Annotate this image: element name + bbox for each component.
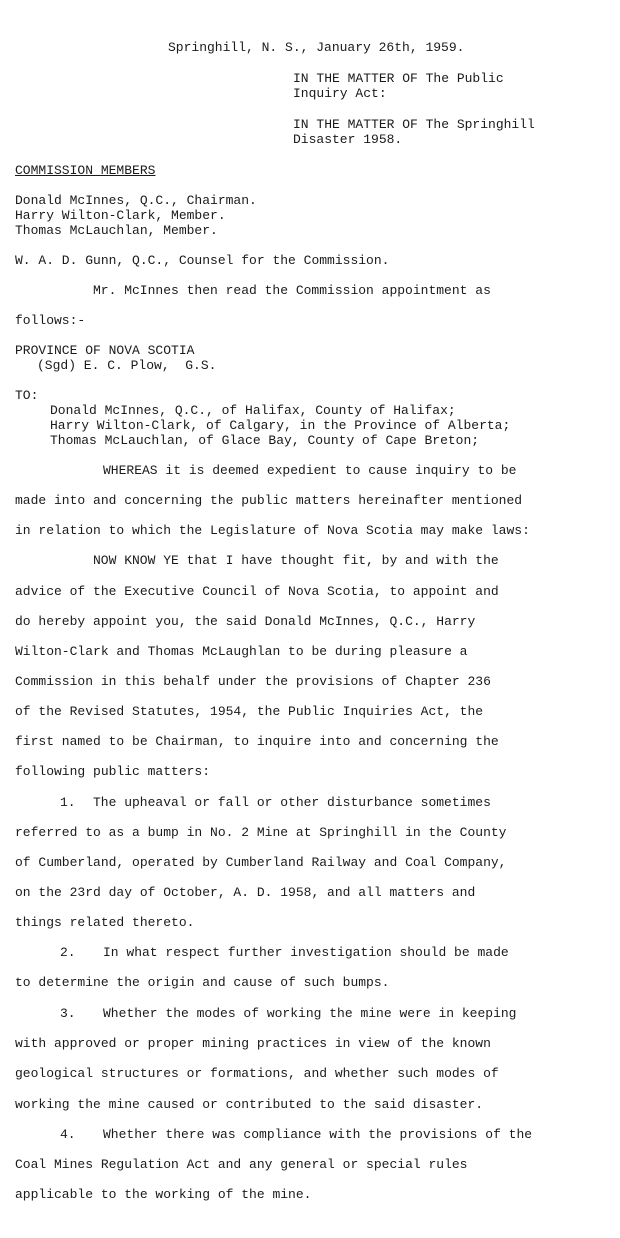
item-1-line-2: referred to as a bump in No. 2 Mine at Springhill in the County (15, 825, 507, 840)
member-chairman: Donald McInnes, Q.C., Chairman. (15, 193, 257, 208)
addressee-wilton-clark: Harry Wilton-Clark, of Calgary, in the Province of Alberta; (50, 418, 511, 433)
whereas-line-3: in relation to which the Legislature of Nova Scotia may make laws: (15, 523, 530, 538)
addressee-mcinnes: Donald McInnes, Q.C., of Halifax, County of Halifax; (50, 403, 456, 418)
counsel-line: W. A. D. Gunn, Q.C., Counsel for the Commission. (15, 253, 390, 268)
now-know-line-5: Commission in this behalf under the provisions of Chapter 236 (15, 674, 491, 689)
to-label: TO: (15, 388, 39, 403)
now-know-line-4: Wilton-Clark and Thomas McLaughlan to be during pleasure a (15, 644, 468, 659)
intro-line-1: Mr. McInnes then read the Commission appointment as (93, 283, 491, 298)
now-know-line-7: first named to be Chairman, to inquire into and concerning the (15, 734, 499, 749)
item-3-line-2: with approved or proper mining practices in view of the known (15, 1036, 491, 1051)
item-1-line-3: of Cumberland, operated by Cumberland Railway and Coal Company, (15, 855, 507, 870)
addressee-mclauchlan: Thomas McLauchlan, of Glace Bay, County of Cape Breton; (50, 433, 480, 448)
item-2-line-2: to determine the origin and cause of such bumps. (15, 975, 390, 990)
matter-disaster-line-2: Disaster 1958. (293, 132, 403, 147)
item-3-line-4: working the mine caused or contributed to the said disaster. (15, 1097, 484, 1112)
item-4-line-1: Whether there was compliance with the provisions of the (103, 1127, 533, 1142)
matter-disaster-line-1: IN THE MATTER OF The Springhill (293, 117, 535, 132)
item-1-number: 1. (60, 795, 76, 810)
item-4-number: 4. (60, 1127, 76, 1142)
matter-public-inquiry-line-1: IN THE MATTER OF The Public (293, 71, 504, 86)
member-wilton-clark: Harry Wilton-Clark, Member. (15, 208, 226, 223)
item-1-line-4: on the 23rd day of October, A. D. 1958, and all matters and (15, 885, 476, 900)
item-2-number: 2. (60, 945, 76, 960)
province-name: PROVINCE OF NOVA SCOTIA (15, 343, 195, 358)
dateline: Springhill, N. S., January 26th, 1959. (168, 40, 465, 55)
now-know-line-2: advice of the Executive Council of Nova Scotia, to appoint and (15, 584, 499, 599)
item-1-line-1: The upheaval or fall or other disturbance sometimes (93, 795, 491, 810)
now-know-line-8: following public matters: (15, 764, 211, 779)
now-know-line-3: do hereby appoint you, the said Donald McInnes, Q.C., Harry (15, 614, 476, 629)
whereas-line-2: made into and concerning the public matters hereinafter mentioned (15, 493, 523, 508)
signature-line: (Sgd) E. C. Plow, G.S. (37, 358, 217, 373)
item-3-number: 3. (60, 1006, 76, 1021)
item-3-line-1: Whether the modes of working the mine were in keeping (103, 1006, 517, 1021)
intro-line-2: follows:- (15, 313, 86, 328)
item-4-line-2: Coal Mines Regulation Act and any general or special rules (15, 1157, 468, 1172)
now-know-line-1: NOW KNOW YE that I have thought fit, by and with the (93, 553, 499, 568)
matter-public-inquiry-line-2: Inquiry Act: (293, 86, 387, 101)
whereas-line-1: WHEREAS it is deemed expedient to cause inquiry to be (103, 463, 517, 478)
item-2-line-1: In what respect further investigation should be made (103, 945, 509, 960)
item-1-line-5: things related thereto. (15, 915, 195, 930)
item-4-line-3: applicable to the working of the mine. (15, 1187, 312, 1202)
member-mclauchlan: Thomas McLauchlan, Member. (15, 223, 218, 238)
item-3-line-3: geological structures or formations, and whether such modes of (15, 1066, 499, 1081)
commission-members-heading: COMMISSION MEMBERS (15, 163, 156, 178)
now-know-line-6: of the Revised Statutes, 1954, the Public Inquiries Act, the (15, 704, 484, 719)
